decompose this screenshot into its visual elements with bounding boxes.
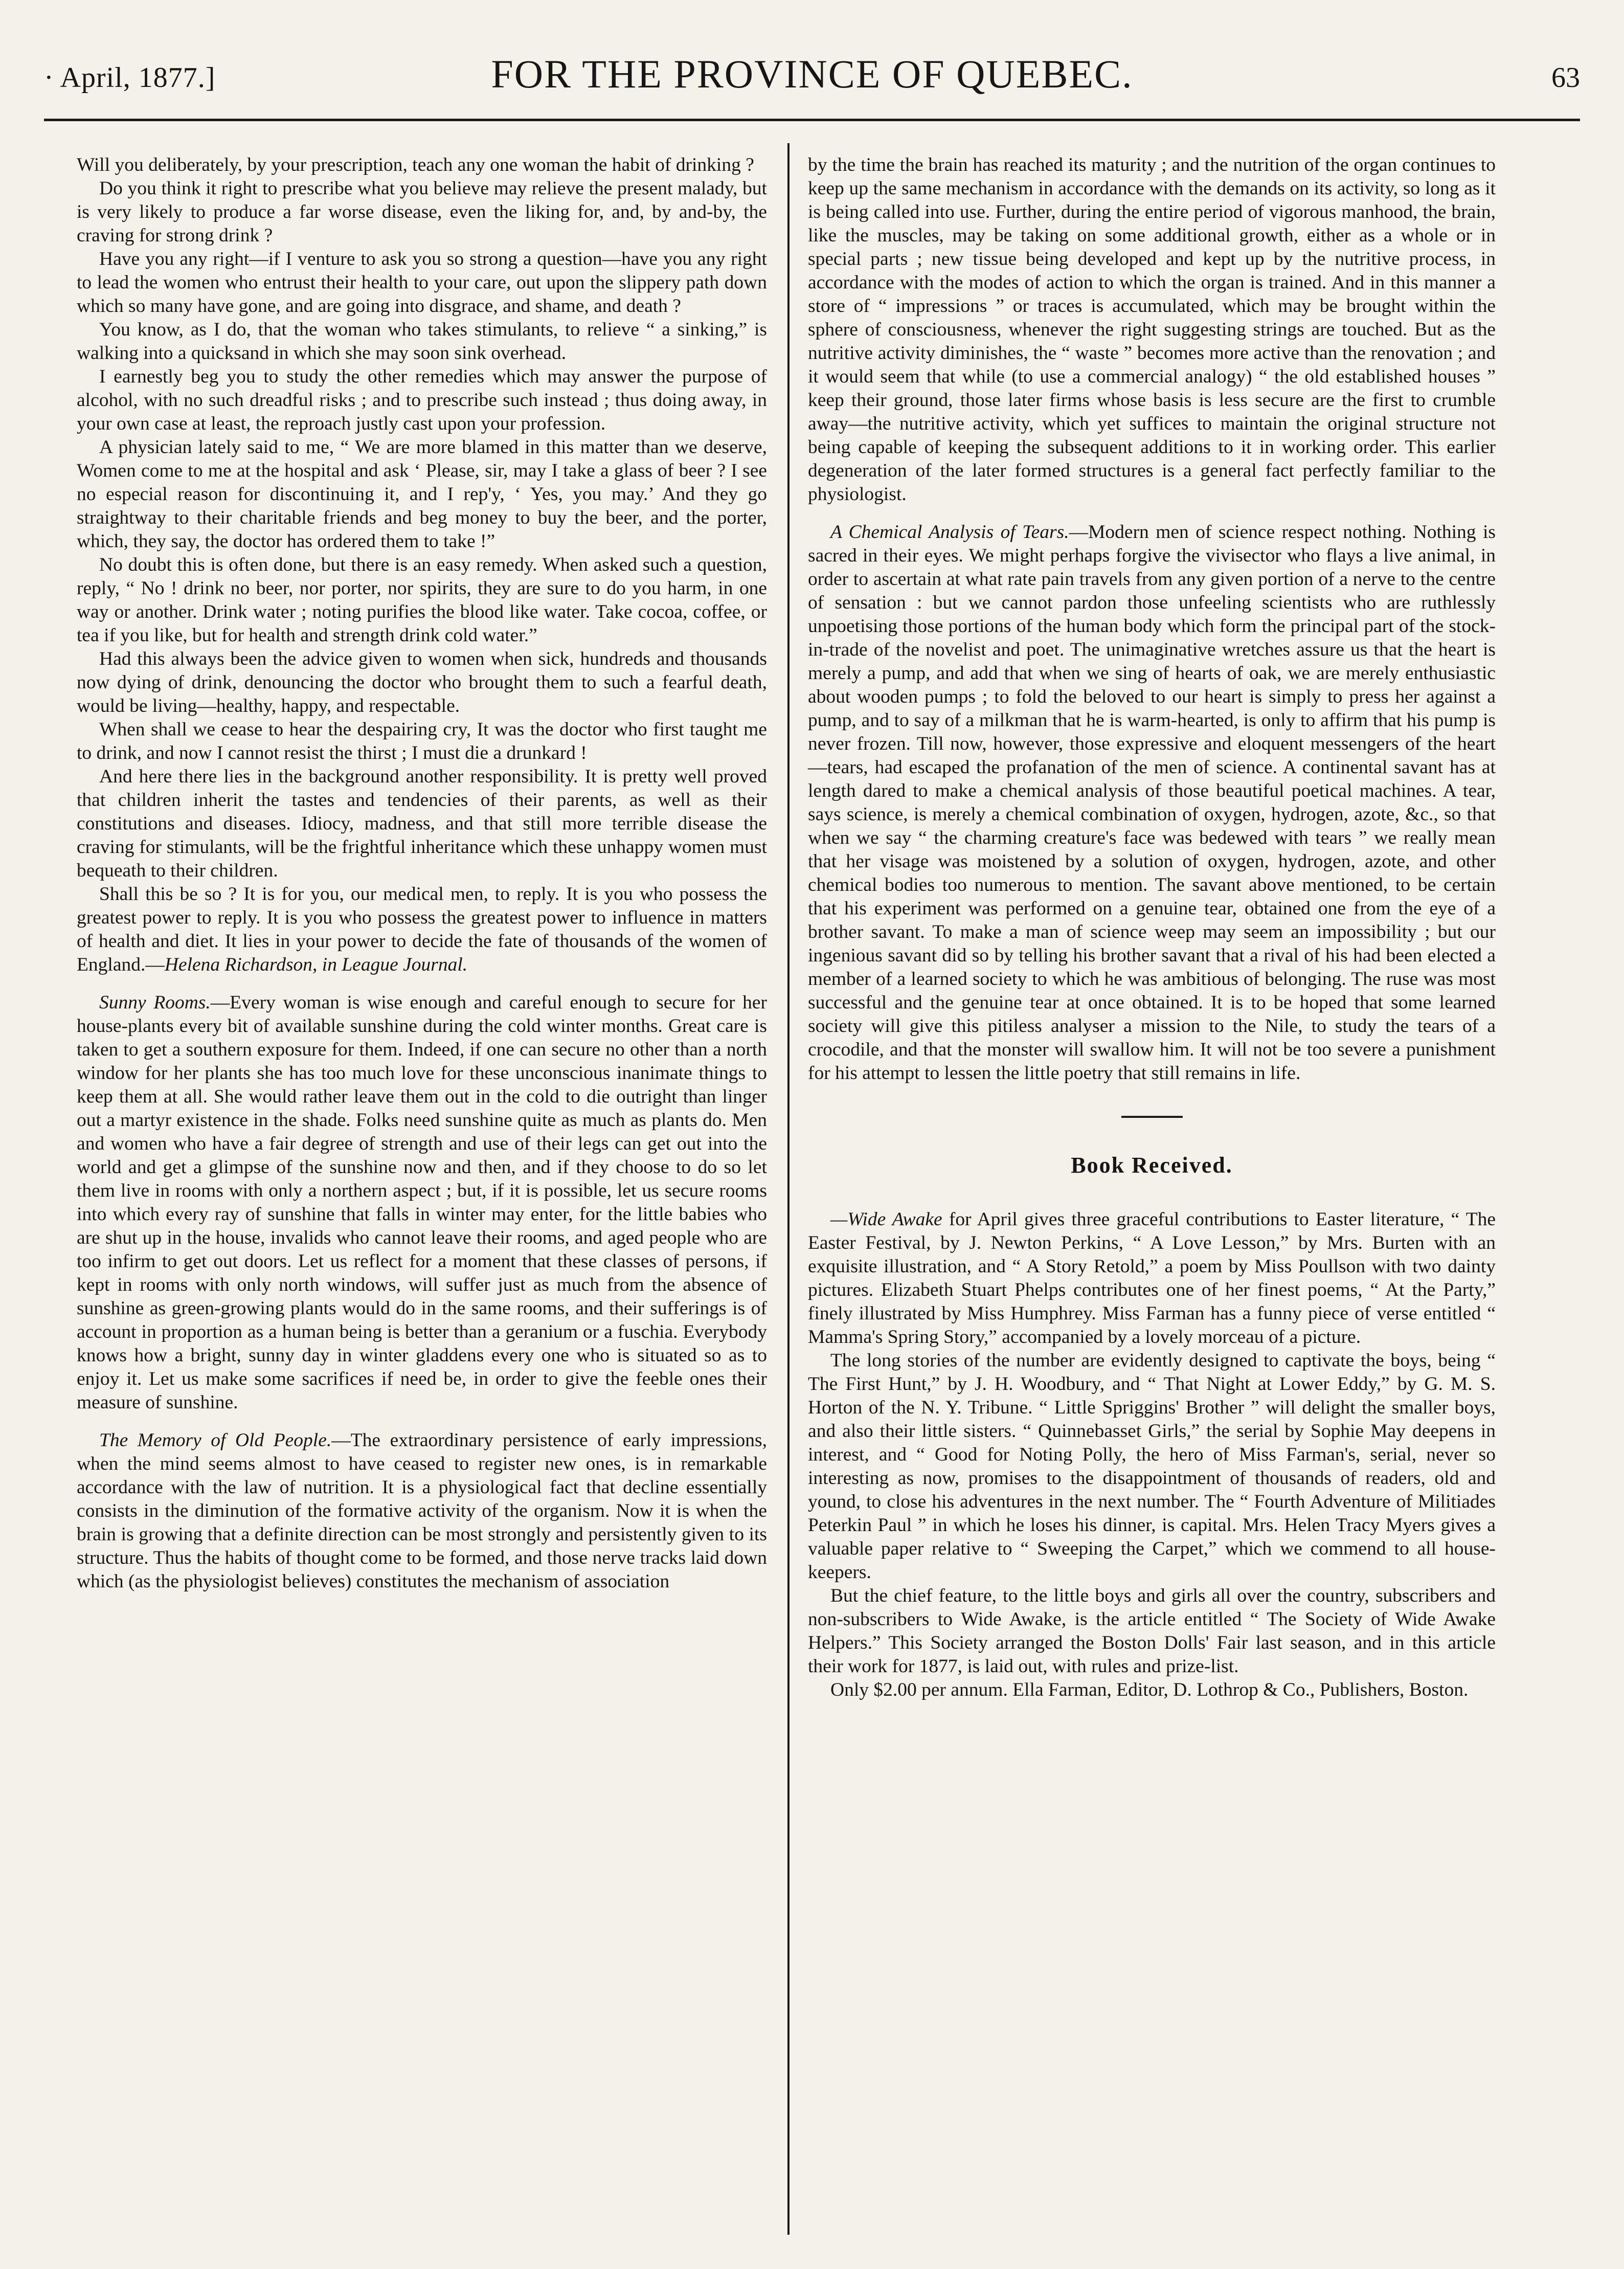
magazine-name: —Wide Awake [830, 1209, 942, 1230]
article-paragraph: Will you deliberately, by your prescription, teach any one woman the habit of drinking ? [77, 154, 754, 175]
closing-paragraph [77, 883, 767, 977]
article-paragraph: You know, as I do, that the woman who takes stimulants, to relieve “ a sinking,” is walking into a quicksand in which she may soon sink overhead. [77, 319, 767, 364]
memory-title: The Memory of Old People. [99, 1430, 332, 1451]
sunny-rooms-text: —Every woman is wise enough and careful enough to secure for her house-plants every bit of available sunshine during the cold winter months. Great care is taken to get a southern exposure for them. Indeed, if one can secure no other than a north window for her plants she has too much love for these unconscious inanimate things to keep them at all. She would rather leave them out in the cold to die outright than linger out a martyr existence in the shade. Folks need sunshine quite as much as plants do. Men and women who have a fair degree of strength and use of their legs can get out into the world and get a glimpse of the sunshine now and then, and if they choose to do so let them live in rooms with only a northern aspect ; but, if it is possible, let us secure rooms into which every ray of sunshine that falls in winter may enter, for the little babies who are shut up in the house, invalids who cannot leave their rooms, and aged people who are too infirm to get out doors. Let us reflect for a moment that these classes of persons, if kept in rooms with only north windows, will suffer just as much from the absence of sunshine as green-growing plants would do in the same rooms, and their sufferings is of account in proportion as a human being is better than a geranium or a fuschia. Everybody knows how a bright, sunny day in winter gladdens every one who is situated so as to enjoy it. Let us make some sacrifices if need be, in order to give the feeble ones their measure of sunshine. [77, 992, 767, 1413]
issue-date: · April, 1877.] [44, 62, 216, 94]
running-title: FOR THE PROVINCE OF QUEBEC. [491, 52, 1133, 96]
article-paragraph: A physician lately said to me, “ We are more blamed in this matter than we deserve, Women come to me at the hospital and ask ‘ Please, sir, may I take a glass of beer ? I see no especial reason for discontinuing it, and I rep'y, ‘ Yes, you may.’ And they go straightway to their charitable friends and beg money to buy the beer, and the porter, which, they say, the doctor has ordered them to take !” [77, 437, 767, 552]
right-column [808, 153, 1496, 1702]
book-paragraph: The long stories of the number are evidently designed to captivate the boys, being “ The First Hunt,” by J. H. Woodbury, and “ That Night at Lower Eddy,” by G. M. S. Horton of the N. Y. Tribune. “ Little Spriggins' Brother ” will delight the smaller boys, and also their little sisters. “ Quinnebasset Girls,” the serial by Sophie May deepens in interest, and “ Good for Noting Polly, the hero of Miss Farman's, serial, never so interesting as now, promises to the disappointment of thousands of readers, old and yound, to close his adventures in the next number. The “ Fourth Adventure of Militiades Peterkin Paul ” in which he loses his dinner, is capital. Mrs. Helen Tracy Myers gives a valuable paper relative to “ Sweeping the Carpet,” which we commend to all house-keepers. [808, 1350, 1496, 1583]
book-paragraph [808, 1208, 1496, 1349]
left-column [77, 153, 767, 1593]
tears-article [808, 521, 1496, 1085]
memory-text: —The extraordinary persistence of early impressions, when the mind seems almost to have ceased to register new ones, is in remarkable accordance with the law of nutrition. It is a physiological fact that decline essentially consists in the diminution of the formative activity of the organism. Now it is when the brain is growing that a definite direction can be most strongly and persistently given to its structure. Thus the habits of thought come to be formed, and those nerve tracks laid down which (as the physiologist believes) constitutes the mechanism of association [77, 1430, 767, 1592]
page-number: 63 [1551, 62, 1580, 94]
book-received-heading: Book Received. [1071, 1153, 1233, 1178]
article-paragraph: Had this always been the advice given to women when sick, hundreds and thousands now dying of drink, denouncing the doctor who brought them to such a fearful death, would be living—healthy, happy, and respectable. [77, 648, 767, 716]
sunny-rooms-title: Sunny Rooms. [99, 992, 211, 1013]
memory-article [77, 1429, 767, 1593]
article-paragraph: And here there lies in the background another responsibility. It is pretty well proved that children inherit the tastes and tendencies of their parents, as well as their constitutions and diseases. Idiocy, madness, and that still more terrible disease the craving for stimulants, will be the frightful inheritance which these unhappy women must bequeath to their children. [77, 766, 767, 881]
column-divider [787, 143, 790, 2235]
article-paragraph: No doubt this is often done, but there is an easy remedy. When asked such a question, reply, “ No ! drink no beer, nor porter, nor spirits, they are sure to do you harm, in one way or another. Drink water ; noting purifies the blood like water. Take cocoa, coffee, or tea if you like, but for health and strength drink cold water.” [77, 554, 767, 646]
article-paragraph: Do you think it right to prescribe what you believe may relieve the present malady, but is very likely to produce a far worse disease, even the liking for, and, by and-by, the craving for strong drink ? [77, 178, 767, 246]
tears-title: A Chemical Analysis of Tears. [830, 522, 1069, 543]
section-divider [1121, 1116, 1183, 1118]
tears-text: —Modern men of science respect nothing. Nothing is sacred in their eyes. We might perhaps forgive the vivisector who flays a live animal, in order to ascertain at what rate pain travels from any given portion of a nerve to the centre of sensation : but we cannot pardon those unfeeling scientists who are ruthlessly unpoetising those portions of the human body which form the principal part of the stock-in-trade of the novelist and poet. The unimaginative wretches assure us that the heart is merely a pump, and add that when we sing of hearts of oak, we are merely enthusiastic about wooden pumps ; to fold the beloved to our heart is simply to press her against a pump, and to say of a milkman that he is warm-hearted, is only to affirm that his pump is never frozen. Till now, however, those expressive and eloquent messengers of the heart —tears, had escaped the profanation of the men of science. A continental savant has at length dared to make a chemical analysis of those beautiful poetical machines. A tear, says science, is merely a chemical combination of oxygen, hydrogen, azote, &c., so that when we say “ the charming creature's face was bedewed with tears ” we really mean that her visage was moistened by a solution of oxygen, hydrogen, azote, and other chemical bodies too numerous to mention. The savant above mentioned, to be certain that his experiment was performed on a genuine tear, obtained one from the eye of a brother savant. To make a man of science weep may seem an impossibility ; but our ingenious savant did so by telling his brother savant that a rival of his had been elected a member of a learned society to which he was ambitious of belonging. The ruse was most successful and the genuine tear at once obtained. It is to be hoped that some learned society will give this pitiless analyser a mission to the Nile, to study the tears of a crocodile, and that the monster will swallow him. It will not be too severe a punishment for his attempt to lessen the little poetry that still remains in life. [808, 522, 1496, 1084]
article-paragraph: Have you any right—if I venture to ask you so strong a question—have you any right to lead the women who entrust their health to your care, out upon the slippery path down which so many have gone, and are going into disgrace, and shame, and death ? [77, 249, 767, 317]
memory-continued: by the time the brain has reached its maturity ; and the nutrition of the organ continues to keep up the same mechanism in accordance with the demands on its activity, so long as it is being called into use. Further, during the entire period of vigorous manhood, the brain, like the muscles, may be taking on some additional growth, either as a whole or in special parts ; new tissue being developed and kept up by the nutritive process, in accordance with the modes of action to which the organ is trained. And in this manner a store of “ impressions ” or traces is accumulated, which may be brought within the sphere of consciousness, whenever the right suggesting strings are touched. But as the nutritive activity diminishes, the “ waste ” becomes more active than the renovation ; and it would seem that while (to use a commercial analogy) “ the old established houses ” keep their ground, those later firms whose basis is less secure are the first to crumble away—the nutritive activity, which yet suffices to maintain the original structure not being capable of keeping the subsequent additions to it in working order. This earlier degeneration of the later formed structures is a general fact perfectly familiar to the physiologist. [808, 154, 1496, 505]
book-paragraph: Only $2.00 per annum. Ella Farman, Editor, D. Lothrop & Co., Publishers, Boston. [830, 1679, 1469, 1700]
header-rule [44, 119, 1580, 121]
article-paragraph: I earnestly beg you to study the other remedies which may answer the purpose of alcohol, with no such dreadful risks ; and to prescribe such instead ; thus doing away, in your own case at least, the reproach justly cast upon your profession. [77, 366, 767, 434]
closing-text: Shall this be so ? It is for you, our medical men, to reply. It is you who possess the greatest power to reply. It is you who possess the greatest power to influence in matters of health and diet. It lies in your power to decide the fate of thousands of the women of England.— [77, 884, 767, 975]
book-paragraph-text: for April gives three graceful contributions to Easter literature, “ The Easter Festival, by J. Newton Perkins, “ A Love Lesson,” by Mrs. Burten with an exquisite illustration, and “ A Story Retold,” a poem by Miss Poullson with two dainty pictures. Elizabeth Stuart Phelps contributes one of her finest poems, “ At the Party,” finely illustrated by Miss Humphrey. Miss Farman has a funny piece of verse entitled “ Mamma's Spring Story,” accompanied by a lovely morceau of a picture. [808, 1209, 1496, 1347]
article-paragraph: When shall we cease to hear the despairing cry, It was the doctor who first taught me to drink, and now I cannot resist the thirst ; I must die a drunkard ! [77, 719, 767, 763]
page-header [44, 51, 1580, 97]
article-source: Helena Richardson, in League Journal. [164, 954, 468, 975]
sunny-rooms-article [77, 991, 767, 1414]
book-paragraph: But the chief feature, to the little boys and girls all over the country, subscribers and non-subscribers to Wide Awake, is the article entitled “ The Society of Wide Awake Helpers.” This Society arranged the Boston Dolls' Fair last season, and in this article their work for 1877, is laid out, with rules and prize-list. [808, 1585, 1496, 1677]
